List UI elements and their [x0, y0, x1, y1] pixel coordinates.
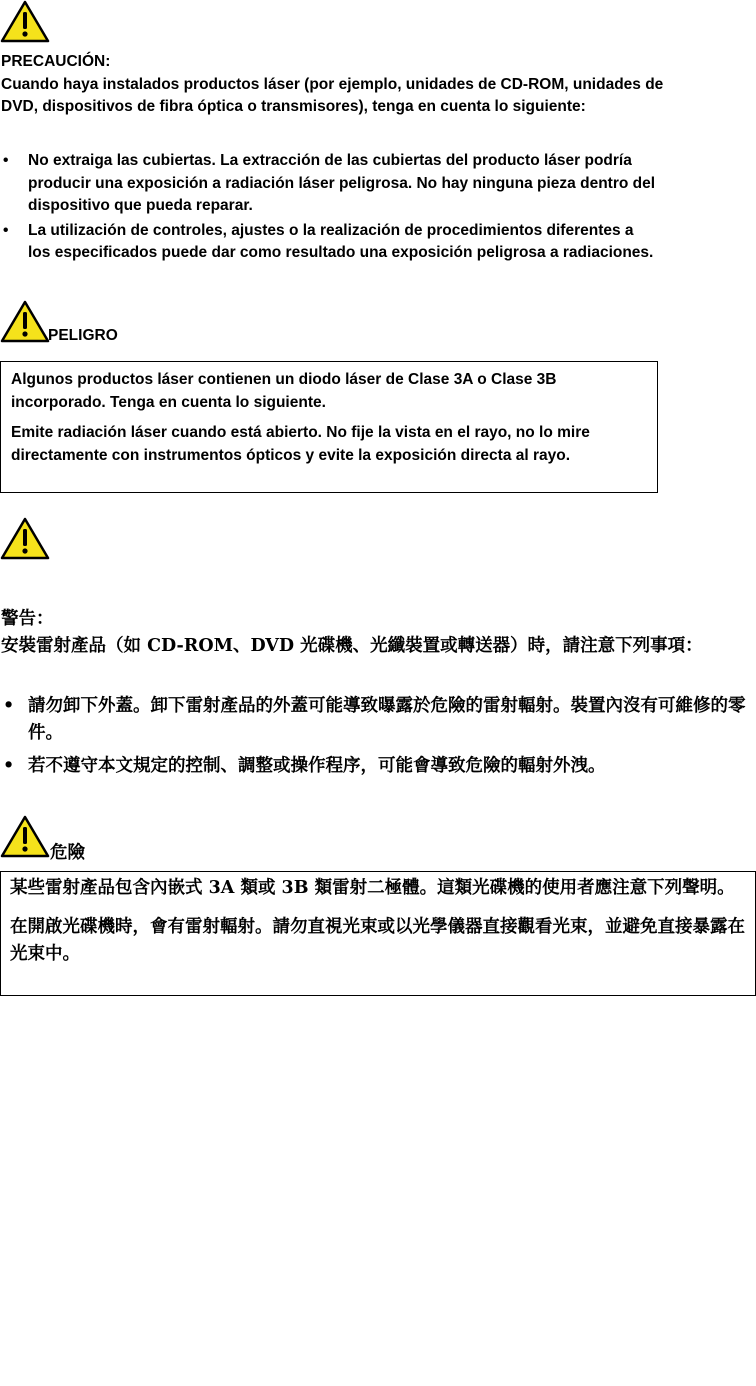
caution-block-zh	[1, 606, 716, 660]
caution-title-es: PRECAUCIÓN:	[1, 53, 111, 70]
danger-box-zh	[0, 871, 756, 996]
warning-triangle-icon	[0, 517, 50, 561]
bullet-icon: •	[3, 221, 9, 239]
list-item	[1, 753, 753, 780]
danger-box-es	[0, 361, 658, 493]
bullet-icon: •	[3, 756, 15, 776]
caution-title-zh: 警告：	[1, 609, 54, 629]
caution-list-zh	[1, 693, 753, 780]
danger-paragraph-1: 某些雷射產品包含內嵌式 3A 類或 3B 類雷射二極體。這類光碟機的使用者應注意下列聲明。	[10, 878, 735, 898]
danger-paragraph-2: Emite radiación láser cuando está abierto. No fije la vista en el rayo, no lo mire directamente con instrumentos ópticos y evite la exposición directa al rayo.	[11, 424, 590, 464]
list-item	[1, 150, 656, 218]
list-item	[1, 693, 753, 747]
caution-item-text: La utilización de controles, ajustes o la realización de procedimientos diferentes a los especificados puede dar como resultado una exposición peligrosa a radiaciones.	[28, 221, 654, 261]
bullet-icon: •	[3, 152, 9, 169]
bullet-icon: •	[3, 696, 15, 716]
danger-paragraph-2: 在開啟光碟機時，會有雷射輻射。請勿直視光束或以光學儀器直接觀看光束，並避免直接暴露在光束中。	[10, 917, 745, 964]
caution-item-text: 若不遵守本文規定的控制、調整或操作程序，可能會導致危險的輻射外洩。	[28, 756, 606, 776]
caution-intro-es: Cuando haya instalados productos láser (por ejemplo, unidades de CD-ROM, unidades de DVD, dispositivos de fibra óptica o transmisores), tenga en cuenta lo siguiente:	[1, 75, 664, 115]
caution-intro-zh: 安裝雷射產品（如 CD-ROM、DVD 光碟機、光纖裝置或轉送器）時，請注意下列事項：	[1, 636, 703, 656]
danger-title-es: PELIGRO	[48, 327, 118, 344]
caution-item-text: No extraiga las cubiertas. La extracción de las cubiertas del producto láser podría producir una exposición a radiación láser peligrosa. No hay ninguna pieza dentro del dispositivo que pueda reparar.	[28, 152, 656, 214]
caution-list-es	[1, 150, 656, 265]
caution-item-text: 請勿卸下外蓋。卸下雷射產品的外蓋可能導致曝露於危險的雷射輻射。裝置內沒有可維修的零件。	[28, 696, 746, 743]
caution-block-es	[1, 51, 691, 119]
warning-triangle-icon	[0, 815, 50, 859]
danger-paragraph-1: Algunos productos láser contienen un diodo láser de Clase 3A o Clase 3B incorporado. Tenga en cuenta lo siguiente.	[11, 371, 557, 411]
danger-title-zh: 危險	[50, 843, 85, 863]
list-item	[1, 220, 656, 265]
warning-triangle-icon	[0, 300, 50, 344]
warning-triangle-icon	[0, 0, 50, 44]
